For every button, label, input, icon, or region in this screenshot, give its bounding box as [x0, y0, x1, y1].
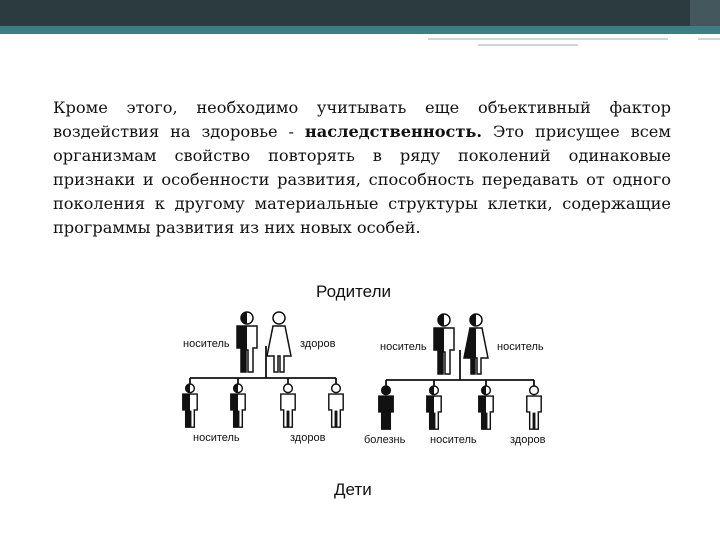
right-child-healthy-figure — [527, 386, 541, 429]
body-text-part2: Это присущее всем организмам свойство повторять в ряду поколений одинаковые признаки и особенности развития, способность передавать от одного поколения к другому материальные структуры клетки, содержащие программы развития из них новых особей. — [53, 122, 671, 237]
right-mother-label: носитель — [497, 341, 544, 353]
left-child-label: носитель — [193, 432, 240, 444]
left-child-label: здоров — [290, 432, 326, 444]
right-child-affected-figure — [379, 386, 393, 429]
left-child-healthy-figure — [281, 384, 295, 427]
right-child-carrier-figure — [479, 386, 493, 429]
right-mother-figure — [464, 314, 488, 374]
body-text-part1: Кроме этого, необходимо учитывать еще объективный фактор воздействия на здоровье - — [53, 98, 671, 141]
right-child-label: носитель — [430, 434, 477, 446]
left-child-carrier-figure — [231, 384, 245, 427]
right-father-figure — [434, 314, 454, 374]
left-child-healthy-figure — [329, 384, 343, 427]
right-child-carrier-figure — [427, 386, 441, 429]
left-father-label: носитель — [183, 338, 230, 350]
left-family-connectors — [190, 346, 336, 386]
left-mother-figure — [267, 312, 291, 372]
children-heading: Дети — [334, 480, 372, 499]
right-child-label: болезнь — [364, 434, 406, 446]
right-father-label: носитель — [380, 341, 427, 353]
left-mother-label: здоров — [300, 338, 336, 350]
body-text-bold-term: наследственность. — [304, 122, 483, 141]
right-child-label: здоров — [510, 434, 546, 446]
left-child-carrier-figure — [183, 384, 197, 427]
left-father-figure — [237, 312, 257, 372]
right-family-connectors — [386, 350, 534, 388]
parents-heading: Родители — [316, 282, 391, 301]
